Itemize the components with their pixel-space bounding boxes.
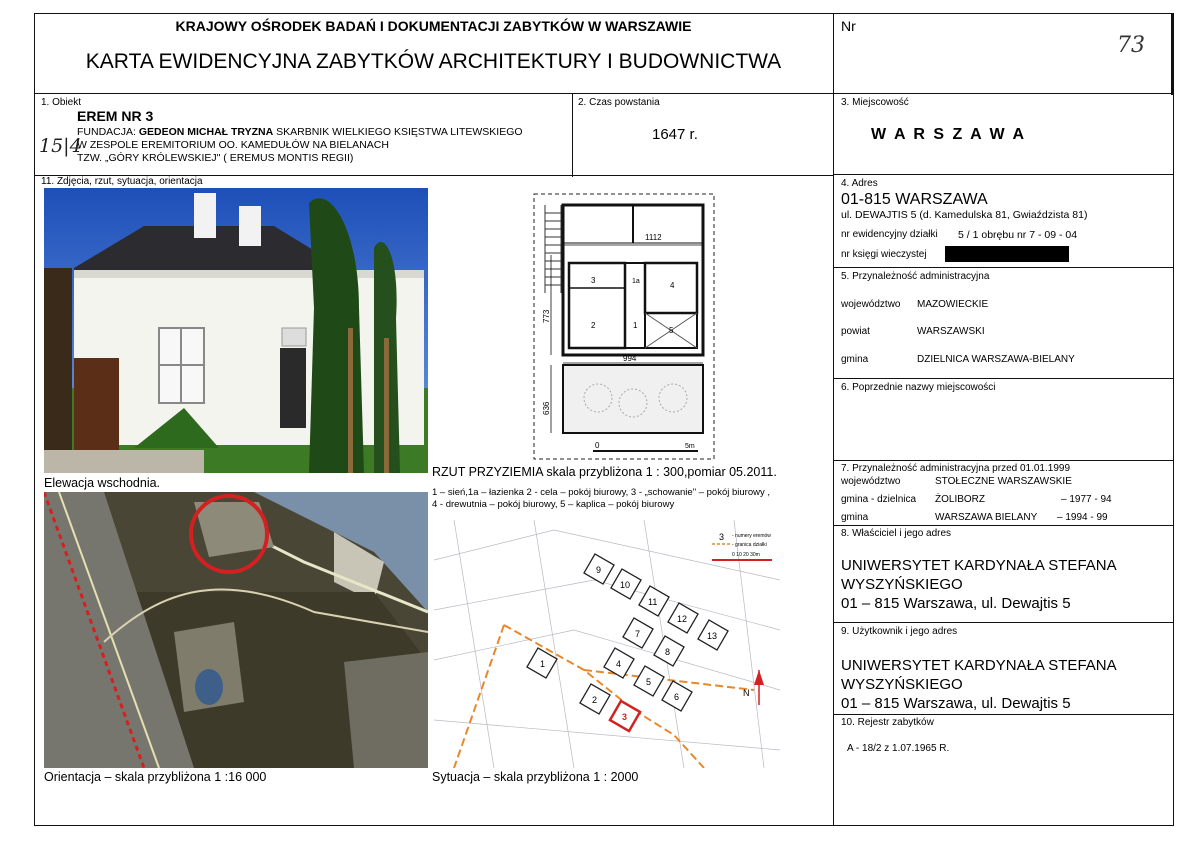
dim-porch-d: 636 (542, 401, 551, 415)
room-2: 2 (591, 321, 596, 330)
uzytkownik-line3: 01 – 815 Warszawa, ul. Dewajtis 5 (841, 695, 1071, 712)
building-photo-drawing (44, 188, 428, 473)
obiekt-foundation (77, 126, 572, 139)
p99-gmina-value: WARSZAWA BIELANY (935, 512, 1038, 523)
room-4: 4 (670, 281, 675, 290)
caption-sytuacja: Sytuacja – skala przybliżona 1 : 2000 (432, 770, 639, 784)
ksiega-label: nr księgi wieczystej (841, 249, 927, 260)
przynaleznosc-label: 5. Przynależność administracyjna (841, 271, 990, 282)
building-photo (44, 188, 428, 473)
powiat-label: powiat (841, 326, 870, 337)
dzialka-label: nr ewidencyjny działki (841, 229, 938, 240)
p99-gmina-dz-label: gmina - dzielnica (841, 494, 917, 505)
powiat-value: WARSZAWSKI (917, 326, 985, 337)
obiekt-label: 1. Obiekt (41, 97, 82, 108)
foundation-rest: SKARBNIK WIELKIEGO KSIĘSTWA LITEWSKIEGO (273, 126, 523, 138)
divider (833, 174, 1174, 175)
uzytkownik-line2: WYSZYŃSKIEGO (841, 676, 963, 693)
obiekt-handwritten: 15|4 (39, 135, 82, 157)
site-num-1: 1 (540, 659, 546, 669)
site-num-7: 7 (635, 629, 641, 639)
divider (833, 378, 1174, 379)
p99-gmina-dz-value: ŻOLIBORZ (935, 494, 986, 505)
p99-gmina-dz-years: – 1977 - 94 (1061, 494, 1112, 505)
site-plan-drawing (434, 520, 780, 768)
wlasciciel-line3: 01 – 815 Warszawa, ul. Dewajtis 5 (841, 595, 1071, 612)
floor-plan-drawing (533, 193, 723, 463)
dim-depth: 773 (542, 309, 551, 323)
floor-plan (533, 193, 723, 463)
miejscowosc-value: W A R S Z A W A (871, 126, 1027, 143)
site-num-8: 8 (665, 647, 671, 657)
p99-woj-label: województwo (841, 476, 901, 487)
aerial-map-drawing (44, 492, 428, 768)
site-legend-b: - granica działki (732, 542, 767, 548)
divider (572, 93, 573, 177)
site-plan (434, 520, 780, 768)
obiekt-line2: W ZESPOLE EREMITORIUM OO. KAMEDUŁÓW NA BIELANACH (77, 139, 389, 151)
site-num-12: 12 (677, 614, 688, 624)
czas-value: 1647 r. (652, 126, 698, 143)
uzytkownik-label: 9. Użytkownik i jego adres (841, 626, 958, 637)
czas-label: 2. Czas powstania (578, 97, 660, 108)
dim-porch-w: 994 (623, 354, 637, 363)
rzut-legend-2: 4 - drewutnia – pokój biurowy, 5 – kaplica – pokój biurowy (432, 499, 675, 510)
miejscowosc-label: 3. Miejscowość (841, 97, 909, 108)
adres-label: 4. Adres (841, 178, 878, 189)
room-1: 1 (633, 321, 638, 330)
gmina-value: DZIELNICA WARSZAWA-BIELANY (917, 354, 1075, 365)
room-5: 5 (669, 326, 674, 335)
caption-elewacja: Elewacja wschodnia. (44, 476, 161, 490)
divider (1171, 13, 1174, 95)
wlasciciel-line2: WYSZYŃSKIEGO (841, 576, 963, 593)
site-num-11: 11 (648, 597, 658, 607)
site-legend-a: - numery eremów (732, 533, 771, 539)
przed1999-label: 7. Przynależność administracyjna przed 01.01.1999 (841, 463, 1071, 474)
dim-width: 1112 (645, 233, 662, 242)
room-1a: 1a (632, 278, 640, 285)
rzut-legend-1: 1 – sień,1a – łazienka 2 - cela – pokój biurowy, 3 - „schowanie" – pokój biurowy , (432, 487, 770, 498)
woj-label: województwo (841, 299, 901, 310)
adres-street: ul. DEWAJTIS 5 (d. Kamedulska 81, Gwiaździsta 81) (841, 209, 1088, 221)
card-title: KARTA EWIDENCYJNA ZABYTKÓW ARCHITEKTURY I BUDOWNICTWA (85, 50, 782, 73)
site-num-10: 10 (620, 580, 631, 590)
nr-handwritten: 73 (1117, 33, 1145, 58)
uzytkownik-line1: UNIWERSYTET KARDYNAŁA STEFANA (841, 657, 1117, 674)
obiekt-name: EREM NR 3 (77, 108, 154, 124)
divider (833, 460, 1174, 461)
poprzednie-label: 6. Poprzednie nazwy miejscowości (841, 382, 996, 393)
ksiega-redacted (945, 246, 1069, 262)
site-num-2: 2 (592, 695, 598, 705)
foundation-prefix: FUNDACJA: (77, 126, 139, 138)
site-num-9: 9 (596, 565, 602, 575)
zdjecia-label: 11. Zdjęcia, rzut, sytuacja, orientacja (41, 176, 203, 187)
divider (833, 13, 834, 826)
site-num-4: 4 (616, 659, 622, 669)
wlasciciel-label: 8. Właściciel i jego adres (841, 528, 952, 539)
room-3: 3 (591, 276, 596, 285)
site-num-6: 6 (674, 692, 680, 702)
caption-orientacja: Orientacja – skala przybliżona 1 :16 000 (44, 770, 267, 784)
nr-label: Nr (841, 18, 856, 34)
site-num-3: 3 (622, 712, 628, 722)
p99-gmina-years: – 1994 - 99 (1057, 512, 1108, 523)
dzialka-value: 5 / 1 obrębu nr 7 - 09 - 04 (958, 229, 1078, 241)
site-legend-num: 3 (719, 532, 725, 542)
institution-heading: KRAJOWY OŚRODEK BADAŃ I DOKUMENTACJI ZABYTKÓW W WARSZAWIE (175, 18, 692, 34)
divider (833, 622, 1174, 623)
site-num-5: 5 (646, 677, 652, 687)
site-num-13: 13 (707, 631, 718, 641)
divider (833, 525, 1174, 526)
site-legend-scale: 0 10 20 30m (732, 552, 760, 558)
p99-gmina-label: gmina (841, 512, 869, 523)
divider (833, 714, 1174, 715)
caption-rzut: RZUT PRZYZIEMIA skala przybliżona 1 : 300,pomiar 05.2011. (432, 465, 777, 479)
plan-scale-end: 5m (685, 443, 695, 450)
woj-value: MAZOWIECKIE (917, 299, 989, 310)
rejestr-label: 10. Rejestr zabytków (841, 717, 934, 728)
p99-woj-value: STOŁECZNE WARSZAWSKIE (935, 476, 1072, 487)
wlasciciel-line1: UNIWERSYTET KARDYNAŁA STEFANA (841, 557, 1117, 574)
divider (833, 267, 1174, 268)
founder-name: GEDEON MICHAŁ TRYZNA (138, 126, 274, 138)
obiekt-line3: TZW. „GÓRY KRÓLEWSKIEJ" ( EREMUS MONTIS REGII) (77, 152, 354, 164)
adres-city: 01-815 WARSZAWA (841, 191, 988, 208)
plan-scale-zero: 0 (595, 441, 600, 450)
divider (34, 93, 1174, 94)
gmina-label: gmina (841, 354, 869, 365)
rejestr-value: A - 18/2 z 1.07.1965 R. (847, 743, 950, 754)
north-label: N (743, 688, 750, 698)
aerial-map (44, 492, 428, 768)
